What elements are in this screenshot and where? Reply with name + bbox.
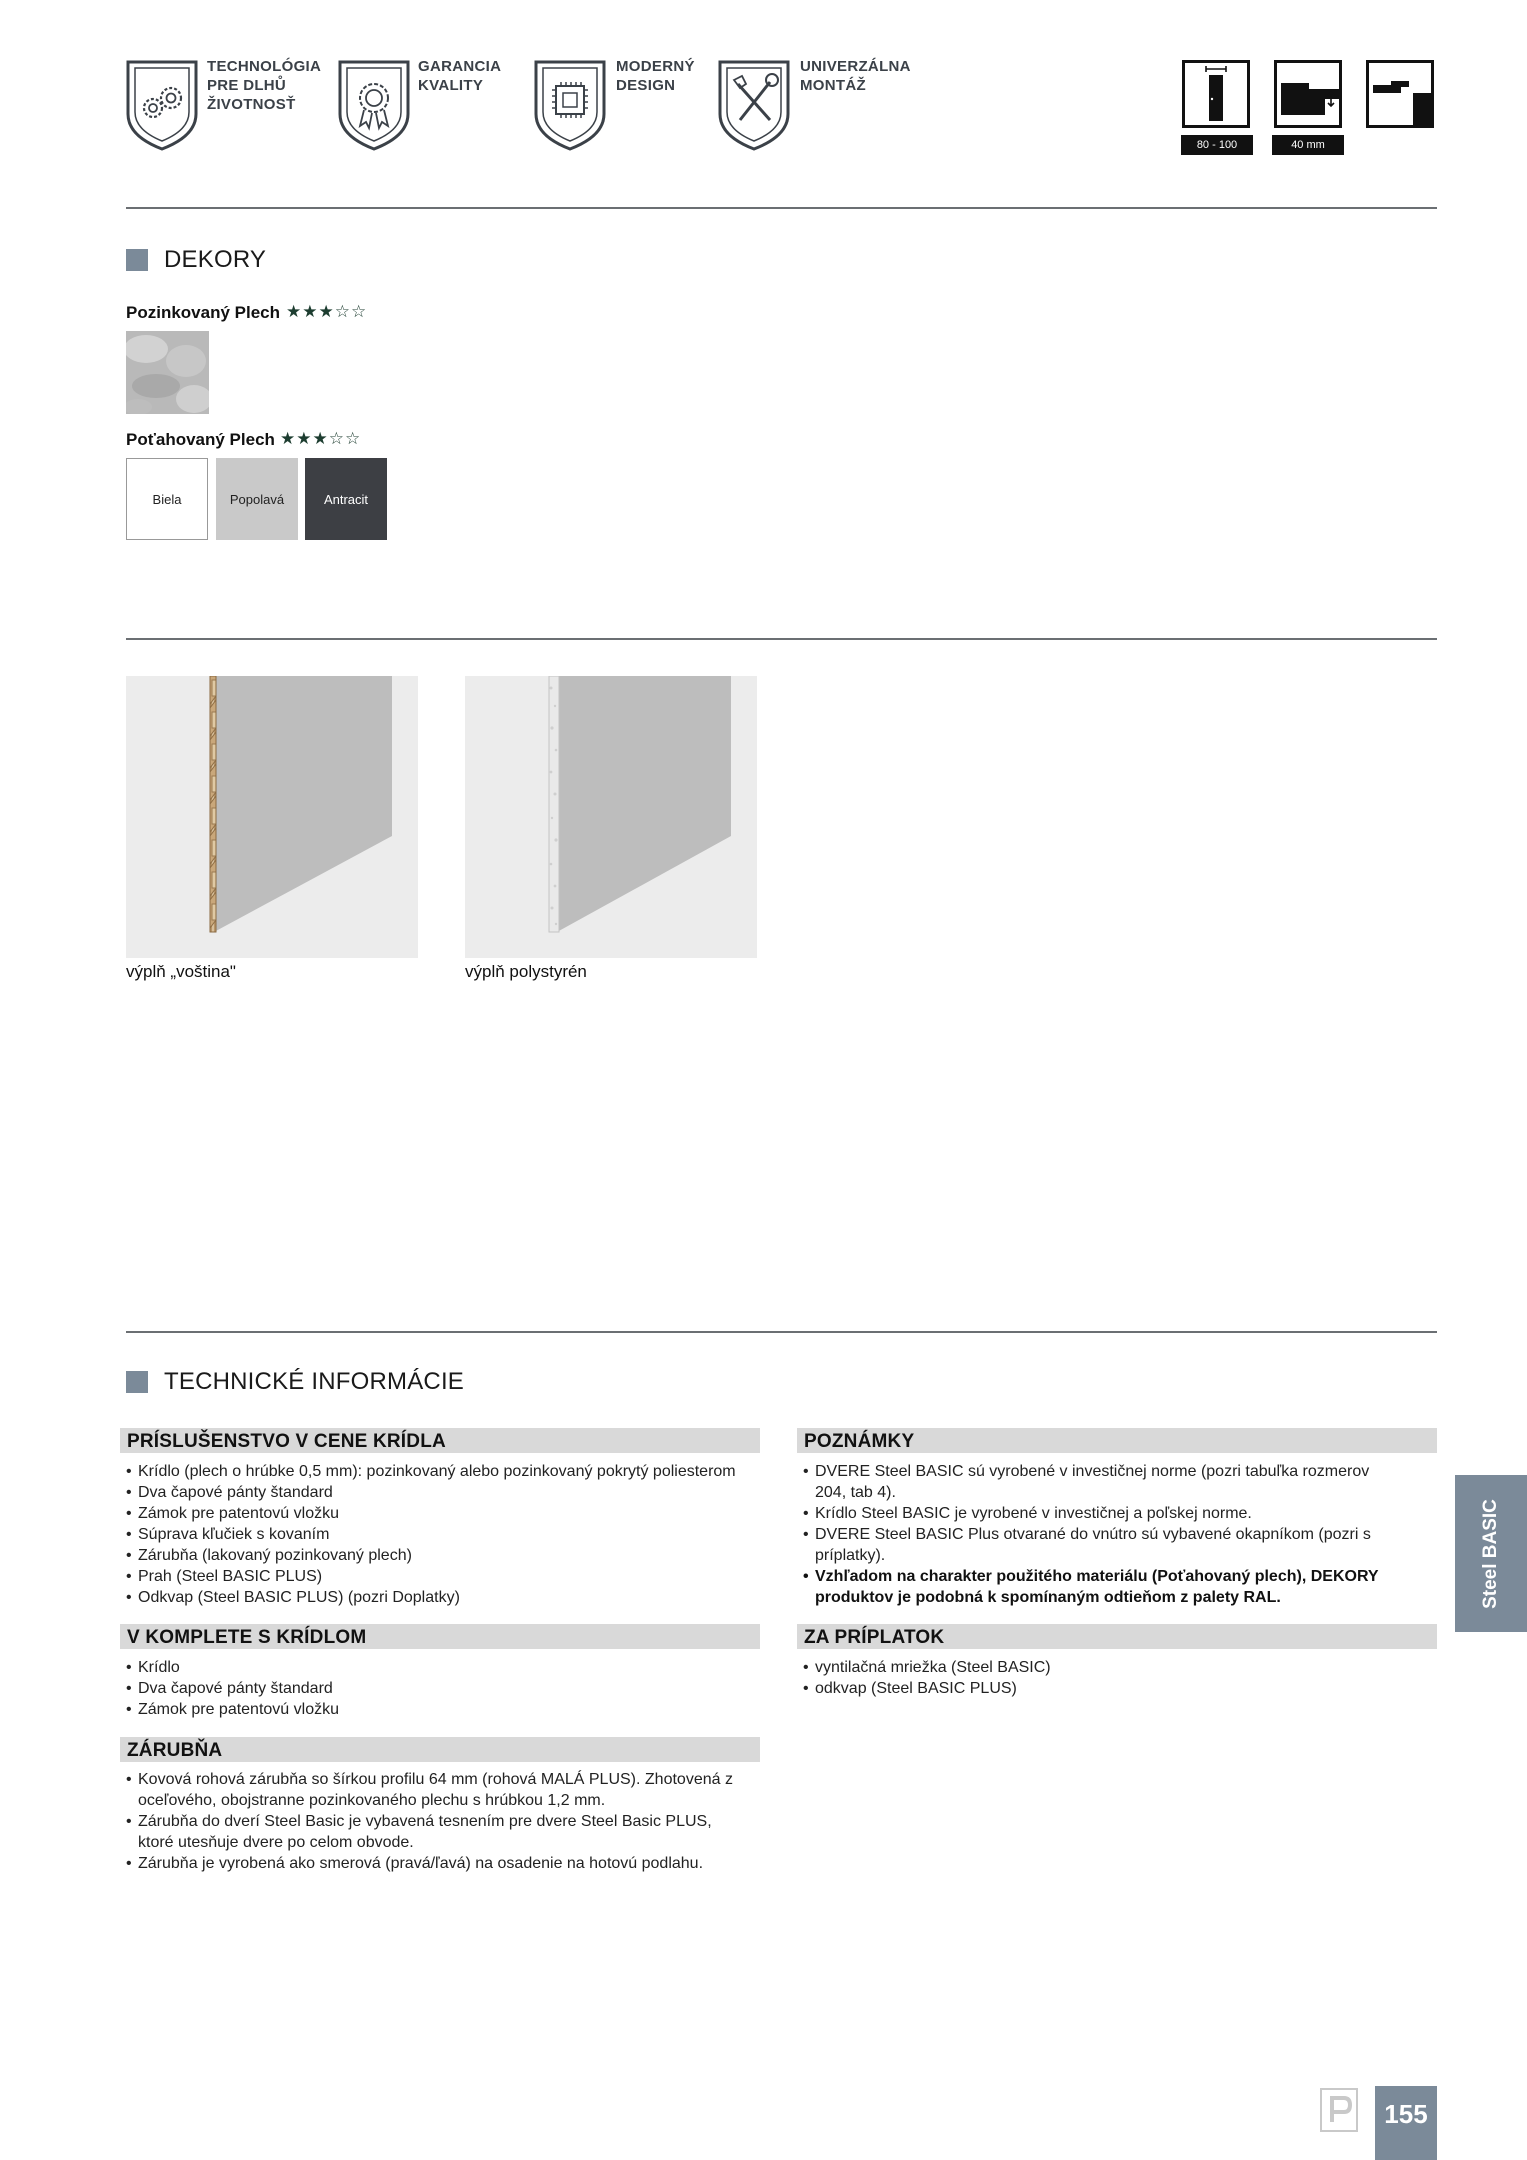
- list-item: • odkvap (Steel BASIC PLUS): [803, 1678, 1403, 1699]
- decors-title-text: DEKORY: [164, 246, 267, 273]
- color-swatch-anthracite: [305, 458, 387, 540]
- set-list: [126, 1657, 766, 1720]
- set-heading: V KOMPLETE S KRÍDLOM: [120, 1624, 760, 1649]
- frame-heading: ZÁRUBŇA: [120, 1737, 760, 1762]
- list-item: • Krídlo (plech o hrúbke 0,5 mm): pozinkovaný alebo pozinkovaný pokrytý poliesterom: [126, 1461, 766, 1482]
- notes-heading: POZNÁMKY: [797, 1428, 1437, 1453]
- decors-section-title: [126, 246, 266, 274]
- badge-technology-label: TECHNOLÓGIA PRE DLHŮ ŽIVOTNOSŤ: [207, 58, 322, 113]
- list-item: • Dva čapové pánty štandard: [126, 1678, 766, 1699]
- accessories-list: [126, 1461, 766, 1608]
- surcharge-heading: ZA PRÍPLATOK: [797, 1624, 1437, 1649]
- tools-shield-icon: [716, 58, 792, 152]
- badge-design: [532, 58, 608, 152]
- side-tab-label: Steel BASIC: [1480, 1498, 1501, 1609]
- notes-list: [803, 1461, 1403, 1608]
- badge-design-label: MODERNÝ DESIGN: [616, 58, 695, 94]
- list-item: • Dva čapové pánty štandard: [126, 1482, 766, 1503]
- color-swatch-ash-label: Popolavá: [229, 491, 285, 507]
- section-square-marker: [126, 1371, 148, 1393]
- polystyrene-fill-image: [465, 676, 757, 958]
- rating-stars-coated: ★★★☆☆: [280, 429, 362, 448]
- list-item: • Zárubňa je vyrobená ako smerová (pravá/ľavá) na osadenie na hotovú podlahu.: [126, 1853, 741, 1874]
- tech-section-title: [126, 1368, 464, 1396]
- quality-seal-shield-icon: [336, 58, 412, 152]
- badge-technology: [124, 58, 200, 152]
- color-swatch-white: [126, 458, 208, 540]
- list-item: • Odkvap (Steel BASIC PLUS) (pozri Doplatky): [126, 1587, 766, 1608]
- list-item: • Kovová rohová zárubňa so šírkou profilu 64 mm (rohová MALÁ PLUS). Zhotovená z oceľového, obojstranne pozinkovaného plechu s hrúbkou 1,2 mm.: [126, 1769, 741, 1811]
- color-swatch-white-label: Biela: [152, 491, 182, 507]
- frame-list: [126, 1769, 741, 1874]
- accessories-heading: PRÍSLUŠENSTVO V CENE KRÍDLA: [120, 1428, 760, 1453]
- list-item: • Súprava kľučiek s kovaním: [126, 1524, 766, 1545]
- list-item: • DVERE Steel BASIC sú vyrobené v investičnej norme (pozri tabuľka rozmerov 204, tab 4).: [803, 1461, 1403, 1503]
- list-item: • Zámok pre patentovú vložku: [126, 1503, 766, 1524]
- list-item: • Krídlo Steel BASIC je vyrobené v investičnej a poľskej norme.: [803, 1503, 1403, 1524]
- decor-name-coated: Poťahovaný Plech: [126, 430, 275, 449]
- badge-quality-label: GARANCIA KVALITY: [418, 58, 502, 94]
- list-item: • DVERE Steel BASIC Plus otvarané do vnútro sú vybavené okapníkom (pozri s príplatky).: [803, 1524, 1403, 1566]
- list-item: • vyntilačná mriežka (Steel BASIC): [803, 1657, 1403, 1678]
- page-number: 155: [1375, 2086, 1437, 2160]
- list-item: • Prah (Steel BASIC PLUS): [126, 1566, 766, 1587]
- divider-middle: [126, 638, 1437, 640]
- divider-top: [126, 207, 1437, 209]
- badge-mounting-label: UNIVERZÁLNA MONTÁŽ: [800, 58, 911, 94]
- honeycomb-fill-image: [126, 676, 418, 958]
- gears-shield-icon: [124, 58, 200, 152]
- spec-width-tag: 80 - 100: [1181, 135, 1253, 155]
- polystyrene-caption: výplň polystyrén: [465, 962, 587, 981]
- spec-thickness-tag: 40 mm: [1272, 135, 1344, 155]
- galvanized-texture-swatch: [126, 331, 209, 414]
- list-item: • Vzhľadom na charakter použitého materiálu (Poťahovaný plech), DEKORY produktov je podobná k spomínaným odtieňom z palety RAL.: [803, 1566, 1403, 1608]
- list-item: • Zárubňa (lakovaný pozinkovaný plech): [126, 1545, 766, 1566]
- door-thickness-icon: [1274, 60, 1342, 128]
- divider-bottom: [126, 1331, 1437, 1333]
- section-side-tab: [1455, 1475, 1527, 1632]
- list-item: • Zárubňa do dverí Steel Basic je vybavená tesnením pre dvere Steel Basic PLUS, ktoré utesňuje dvere po celom obvode.: [126, 1811, 741, 1853]
- surcharge-list: [803, 1657, 1403, 1699]
- badge-quality: [336, 58, 412, 152]
- list-item: • Zámok pre patentovú vložku: [126, 1699, 766, 1720]
- section-square-marker: [126, 249, 148, 271]
- door-frame-profile-icon: [1366, 60, 1434, 128]
- chip-shield-icon: [532, 58, 608, 152]
- color-swatch-anthracite-label: Antracit: [323, 491, 369, 507]
- badge-mounting: [716, 58, 792, 152]
- honeycomb-caption: výplň „voština": [126, 962, 236, 981]
- door-width-icon: [1182, 60, 1250, 128]
- color-swatch-ash: [216, 458, 298, 540]
- decor-name-galvanized: Pozinkovaný Plech: [126, 303, 280, 322]
- tech-title-text: TECHNICKÉ INFORMÁCIE: [164, 1368, 465, 1395]
- rating-stars-galvanized: ★★★☆☆: [286, 302, 368, 321]
- brand-logo-icon: [1320, 2088, 1358, 2132]
- list-item: • Krídlo: [126, 1657, 766, 1678]
